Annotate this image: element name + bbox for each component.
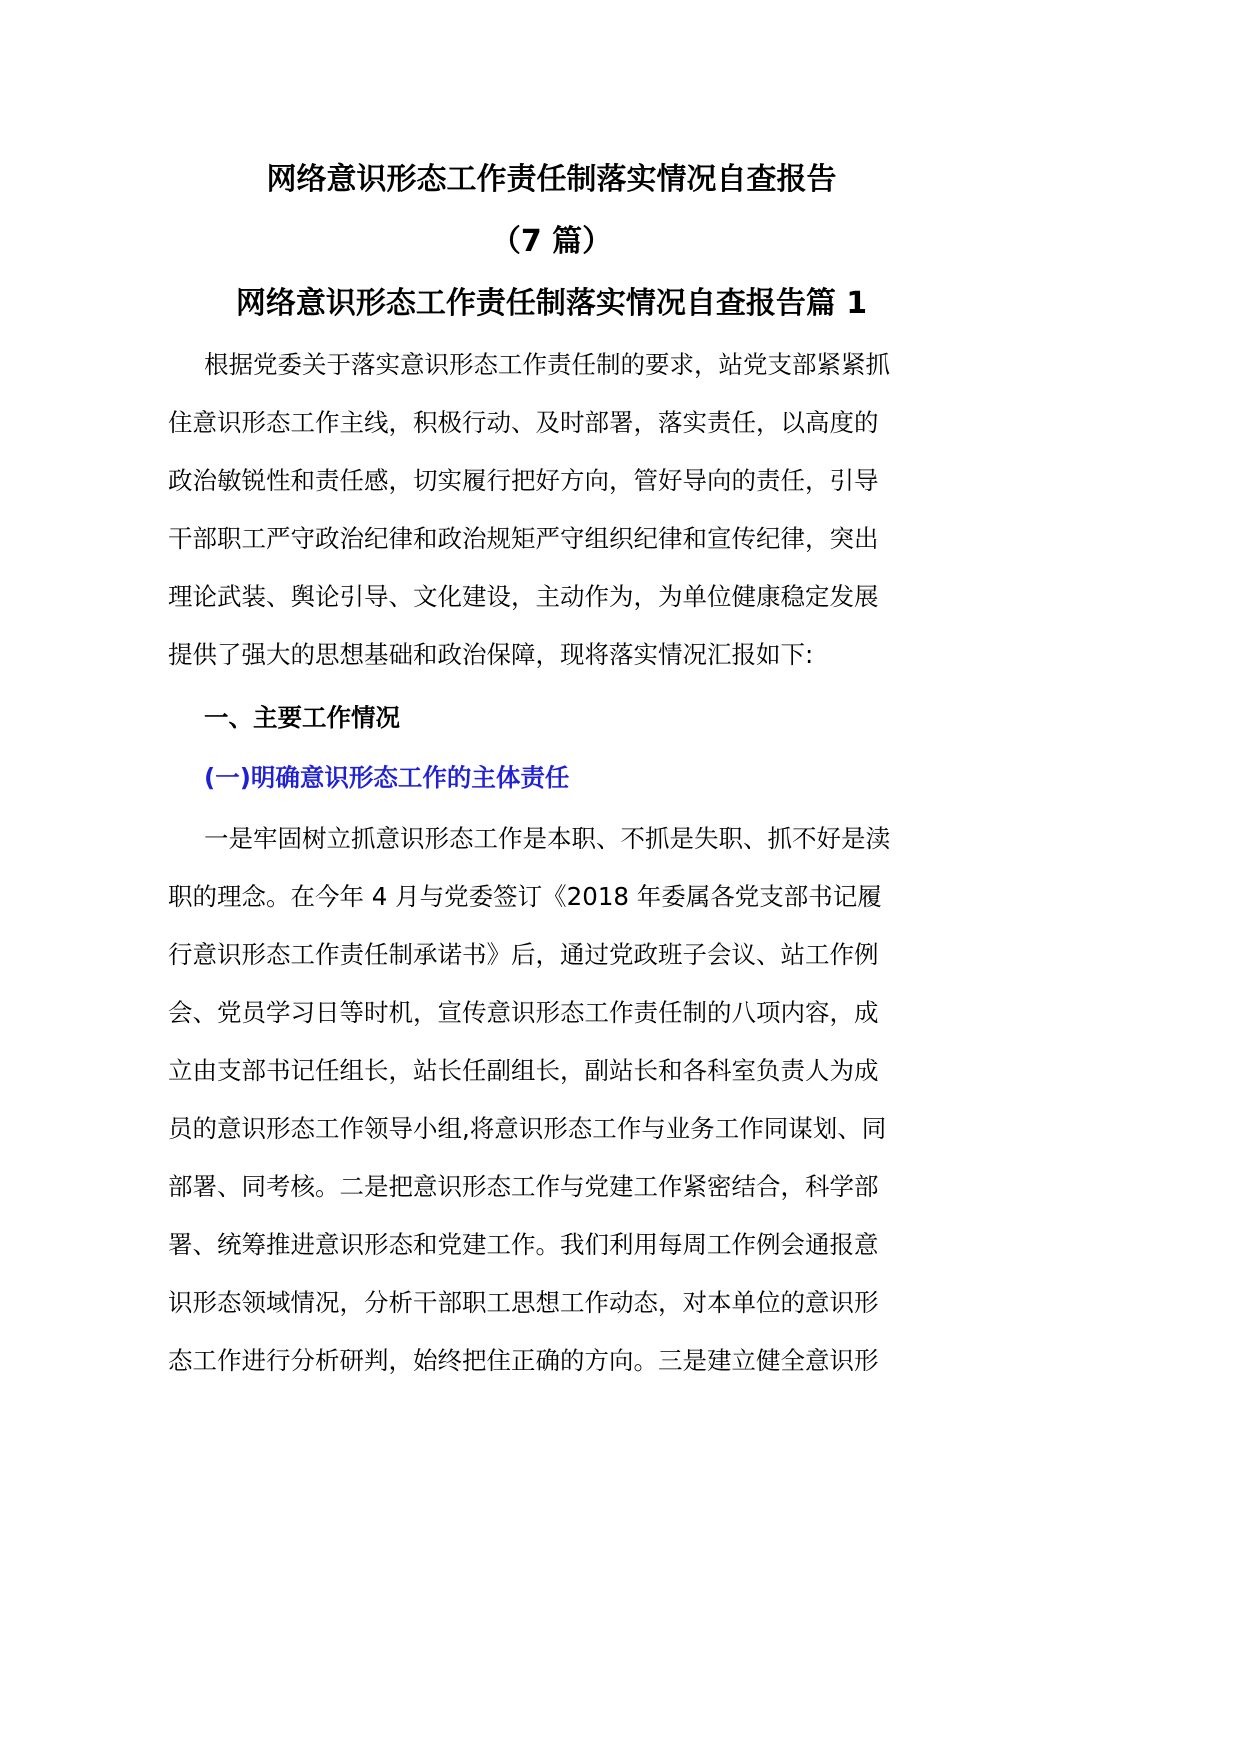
section-heading: 一、主要工作情况 (204, 703, 400, 732)
paragraph-line: 立由支部书记任组长，站长任副组长，副站长和各科室负责人为成 (168, 1056, 879, 1085)
paragraph-intro (168, 336, 943, 684)
paragraph-line: 会、党员学习日等时机，宣传意识形态工作责任制的八项内容，成 (168, 998, 879, 1027)
paragraph-line: 一是牢固树立抓意识形态工作是本职、不抓是失职、抓不好是渎 (204, 824, 890, 853)
document-subtitle: 网络意识形态工作责任制落实情况自查报告篇 1 (235, 286, 868, 321)
document-title: 网络意识形态工作责任制落实情况自查报告 (266, 162, 837, 197)
paragraph-line: 政治敏锐性和责任感，切实履行把好方向，管好导向的责任，引导 (168, 466, 879, 495)
paragraph-line: 部署、同考核。二是把意识形态工作与党建工作紧密结合，科学部 (168, 1172, 879, 1201)
sub-heading: (一)明确意识形态工作的主体责任 (204, 763, 570, 792)
paragraph-line: 行意识形态工作责任制承诺书》后，通过党政班子会议、站工作例 (168, 940, 879, 969)
document-title-count: （7 篇） (490, 224, 613, 259)
paragraph-line: 干部职工严守政治纪律和政治规矩严守组织纪律和宣传纪律，突出 (168, 524, 879, 553)
paragraph-line: 员的意识形态工作领导小组,将意识形态工作与业务工作同谋划、同 (168, 1114, 887, 1143)
paragraph-main-responsibility (168, 810, 943, 1390)
paragraph-line: 提供了强大的思想基础和政治保障，现将落实情况汇报如下: (168, 640, 814, 669)
paragraph-line: 职的理念。在今年 4 月与党委签订《2018 年委属各党支部书记履 (168, 882, 882, 911)
paragraph-line: 理论武装、舆论引导、文化建设，主动作为，为单位健康稳定发展 (168, 582, 879, 611)
paragraph-line: 住意识形态工作主线，积极行动、及时部署，落实责任，以高度的 (168, 408, 879, 437)
paragraph-line: 识形态领域情况，分析干部职工思想工作动态，对本单位的意识形 (168, 1288, 879, 1317)
paragraph-line: 根据党委关于落实意识形态工作责任制的要求，站党支部紧紧抓 (204, 350, 890, 379)
paragraph-line: 态工作进行分析研判，始终把住正确的方向。三是建立健全意识形 (168, 1346, 879, 1375)
paragraph-line: 署、统筹推进意识形态和党建工作。我们利用每周工作例会通报意 (168, 1230, 879, 1259)
